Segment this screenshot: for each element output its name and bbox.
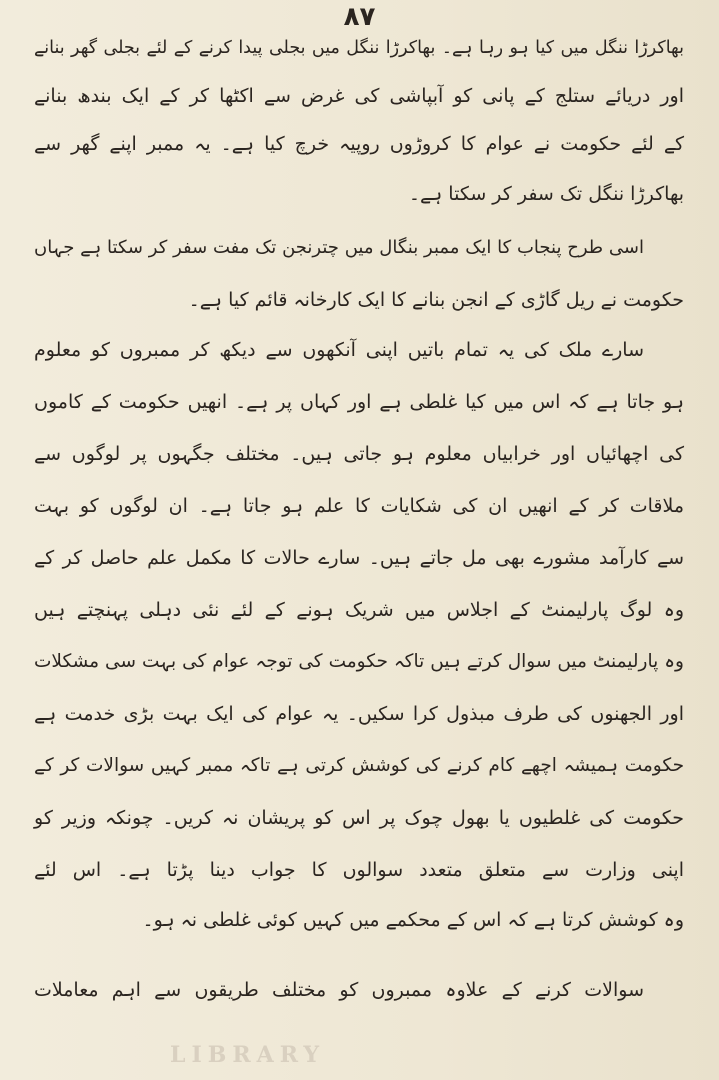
library-stamp: LIBRARY xyxy=(170,1042,326,1068)
text-line: حکومت کی غلطیوں یا بھول چوک پر اس کو پریشان نہ کریں۔ چونکہ وزیر کو xyxy=(34,807,684,829)
text-line: سارے ملک کی یہ تمام باتیں اپنی آنکھوں سے دیکھ کر ممبروں کو معلوم xyxy=(34,339,644,361)
text-line: اور الجھنوں کی طرف مبذول کرا سکیں۔ یہ عوام کی ایک بہت بڑی خدمت ہے xyxy=(34,703,684,725)
text-line: حکومت نے ریل گاڑی کے انجن بنانے کا ایک کارخانہ قائم کیا ہے۔ xyxy=(188,289,684,311)
text-line: بھاکرڑا ننگل میں کیا ہو رہا ہے۔ بھاکرڑا ننگل میں بجلی پیدا کرنے کے لئے بجلی گھر بنانے xyxy=(34,38,684,58)
text-line: حکومت ہمیشہ اچھے کام کرنے کی کوشش کرتی ہے تاکہ ممبر کہیں سوالات کر کے xyxy=(34,755,684,776)
text-line: کے لئے حکومت نے عوام کا کروڑوں روپیہ خرچ کیا ہے۔ یہ ممبر اپنے گھر سے xyxy=(34,133,684,155)
text-line: ملاقات کر کے انھیں ان کی شکایات کا علم ہو جاتا ہے۔ ان لوگوں کو بہت xyxy=(34,495,684,517)
text-line: وہ پارلیمنٹ میں سوال کرتے ہیں تاکہ حکومت کی توجہ عوام کی بہت سی مشکلات xyxy=(34,651,684,672)
text-line: وہ لوگ پارلیمنٹ کے اجلاس میں شریک ہونے کے لئے نئی دہلی پہنچتے ہیں xyxy=(34,599,684,621)
page-number: ۸۷ xyxy=(343,2,376,32)
text-line: بھاکرڑا ننگل تک سفر کر سکتا ہے۔ xyxy=(408,183,684,205)
text-line: سوالات کرنے کے علاوہ ممبروں کو مختلف طریقوں سے اہم معاملات xyxy=(34,979,644,1001)
text-line: کی اچھائیاں اور خرابیاں معلوم ہو جاتی ہیں۔ مختلف جگہوں پر لوگوں سے xyxy=(34,443,684,465)
text-line: وہ کوشش کرتا ہے کہ اس کے محکمے میں کہیں کوئی غلطی نہ ہو۔ xyxy=(142,909,684,931)
text-line: سے کارآمد مشورے بھی مل جاتے ہیں۔ سارے حالات کا مکمل علم حاصل کر کے xyxy=(34,547,684,569)
text-line: اور دریائے ستلج کے پانی کو آبپاشی کی غرض سے اکٹھا کر کے ایک بندھ بنانے xyxy=(34,85,684,107)
text-line: اپنی وزارت سے متعلق متعدد سوالوں کا جواب دینا پڑتا ہے۔ اس لئے xyxy=(34,859,684,881)
text-line: اسی طرح پنجاب کا ایک ممبر بنگال میں چترنجن تک مفت سفر کر سکتا ہے جہاں xyxy=(34,237,644,258)
text-line: ہو جاتا ہے کہ اس میں کیا غلطی ہے اور کہاں پر ہے۔ انھیں حکومت کے کاموں xyxy=(34,391,684,413)
